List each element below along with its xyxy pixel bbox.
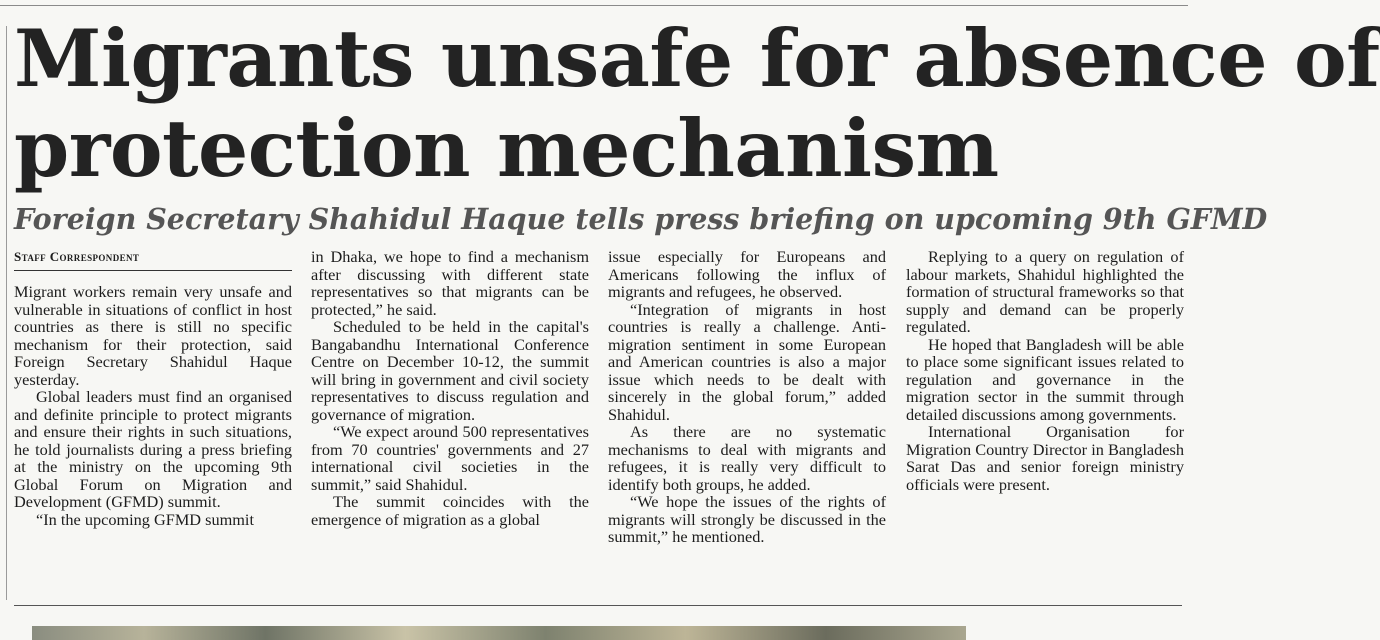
paragraph: Replying to a query on regulation of labour markets, Shahidul highlighted the formation of structural frameworks so that supply and demand can be properly regulated. <box>906 247 1184 336</box>
paragraph: The summit coincides with the emergence of migration as a global <box>311 492 589 529</box>
paragraph: Scheduled to be held in the capital's Bangabandhu International Conference Centre on December 10-12, the summit will bring in government and civil society representatives to discuss regulation and governance of migration. <box>311 317 589 424</box>
news-photo <box>32 626 966 640</box>
paragraph: As there are no systematic mechanisms to deal with migrants and refugees, it is really very difficult to identify both groups, he added. <box>608 422 886 494</box>
byline: Staff Correspondent <box>14 248 292 271</box>
headline-line-2: protection mechanism <box>14 102 999 195</box>
paragraph: “In the upcoming GFMD summit <box>36 509 254 529</box>
paragraph: issue especially for Europeans and Americans following the influx of migrants and refugees, he observed. <box>608 247 886 301</box>
article-column-2 <box>311 248 589 528</box>
article-column-1 <box>14 248 292 528</box>
paragraph: “We hope the issues of the rights of migrants will strongly be discussed in the summit,” he mentioned. <box>608 492 886 546</box>
headline <box>14 12 1380 195</box>
top-rule <box>0 5 1188 6</box>
article-column-3 <box>608 248 886 546</box>
article-column-4 <box>906 248 1184 493</box>
paragraph: “We expect around 500 representatives from 70 countries' governments and 27 international civil societies in the summit,” said Shahidul. <box>311 422 589 494</box>
paragraph: He hoped that Bangladesh will be able to place some significant issues related to regulation and governance in the migration sector in the summit through detailed discussions among governments. <box>906 334 1184 424</box>
subheadline: Foreign Secretary Shahidul Haque tells press briefing on upcoming 9th GFMD <box>14 202 1268 236</box>
left-column-rule <box>6 26 7 600</box>
paragraph: International Organisation for Migration Country Director in Bangladesh Sarat Das and senior foreign ministry officials were present. <box>906 422 1184 494</box>
paragraph: “Integration of migrants in host countries is really a challenge. Anti-migration sentiment in some European and American countries is also a major issue which needs to be dealt with sincerely in the global forum,” added Shahidul. <box>608 299 886 424</box>
headline-line-1: Migrants unsafe for absence of <box>14 12 1380 105</box>
paragraph: Global leaders must find an organised and definite principle to protect migrants and ensure their rights in such situations, he told journalists during a press briefing at the ministry on the upcoming 9th Global Forum on Migration and Development (GFMD) summit. <box>14 387 292 511</box>
bottom-rule <box>14 605 1182 606</box>
paragraph: in Dhaka, we hope to find a mechanism after discussing with different state representatives so that migrants can be protected,” he said. <box>311 247 589 319</box>
paragraph: Migrant workers remain very unsafe and vulnerable in situations of conflict in host countries as there is still no specific mechanism for their protection, said Foreign Secretary Shahidul Haque yesterday. <box>14 282 292 389</box>
